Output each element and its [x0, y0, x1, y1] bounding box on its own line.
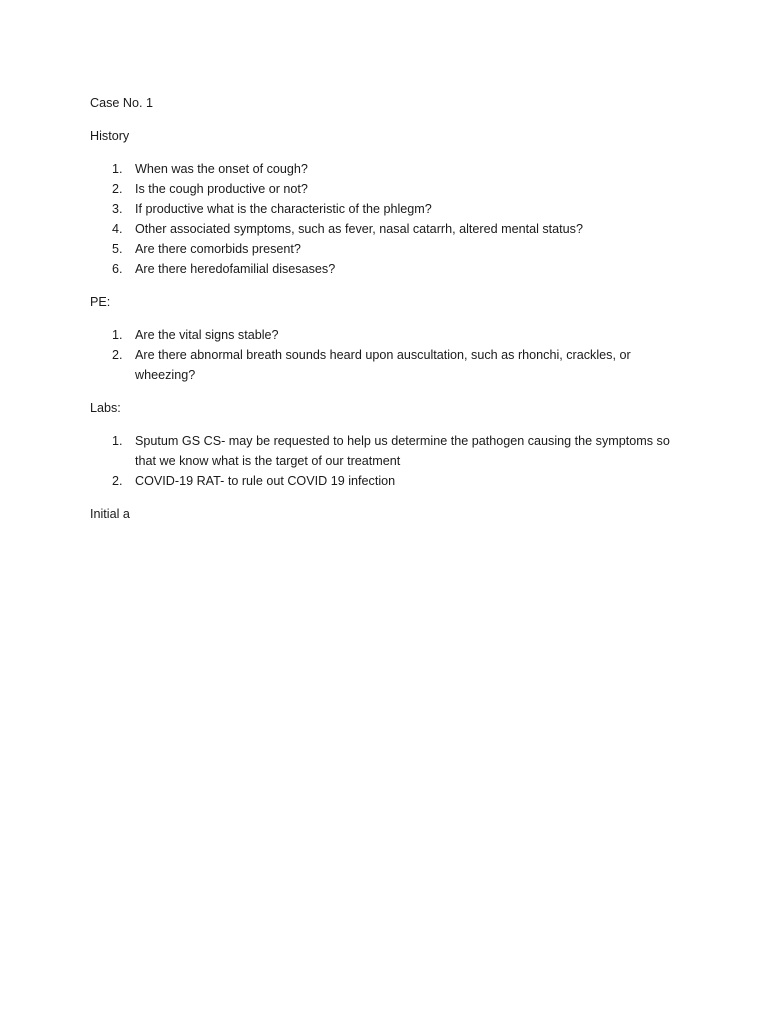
list-item-text: When was the onset of cough? [135, 162, 308, 176]
list-number: 1. [112, 434, 123, 448]
list-item-text: Is the cough productive or not? [135, 182, 308, 196]
list-number: 4. [112, 222, 123, 236]
pe-list [90, 325, 690, 385]
section-heading-history: History [90, 129, 130, 143]
list-number: 1. [112, 328, 123, 342]
history-list [90, 159, 690, 279]
list-item-text: If productive what is the characteristic of the phlegm? [135, 202, 432, 216]
trailing-text: Initial a [90, 507, 130, 521]
case-title: Case No. 1 [90, 96, 153, 110]
section-heading-labs: Labs: [90, 401, 121, 415]
document-body [90, 93, 690, 537]
list-item-text: Other associated symptoms, such as fever, nasal catarrh, altered mental status? [135, 222, 583, 236]
list-item [90, 179, 690, 199]
list-item [90, 431, 690, 471]
list-item [90, 219, 690, 239]
list-number: 2. [112, 474, 123, 488]
list-number: 1. [112, 162, 123, 176]
list-item-text: Are there abnormal breath sounds heard upon auscultation, such as rhonchi, crackles, or wheezing? [135, 348, 631, 382]
list-item [90, 259, 690, 279]
list-number: 3. [112, 202, 123, 216]
list-number: 2. [112, 348, 123, 362]
list-item [90, 159, 690, 179]
list-item [90, 471, 690, 491]
labs-list [90, 431, 690, 491]
list-item-text: COVID-19 RAT- to rule out COVID 19 infection [135, 474, 396, 488]
section-heading-pe: PE: [90, 295, 111, 309]
list-item [90, 345, 690, 385]
list-item [90, 325, 690, 345]
list-item-text: Are there heredofamilial disesases? [135, 262, 336, 276]
list-item [90, 239, 690, 259]
list-item [90, 199, 690, 219]
list-number: 6. [112, 262, 123, 276]
list-item-text: Are there comorbids present? [135, 242, 301, 256]
list-number: 2. [112, 182, 123, 196]
list-item-text: Are the vital signs stable? [135, 328, 279, 342]
list-number: 5. [112, 242, 123, 256]
list-item-text: Sputum GS CS- may be requested to help us determine the pathogen causing the symptoms so that we know what is the target of our treatment [135, 434, 670, 468]
